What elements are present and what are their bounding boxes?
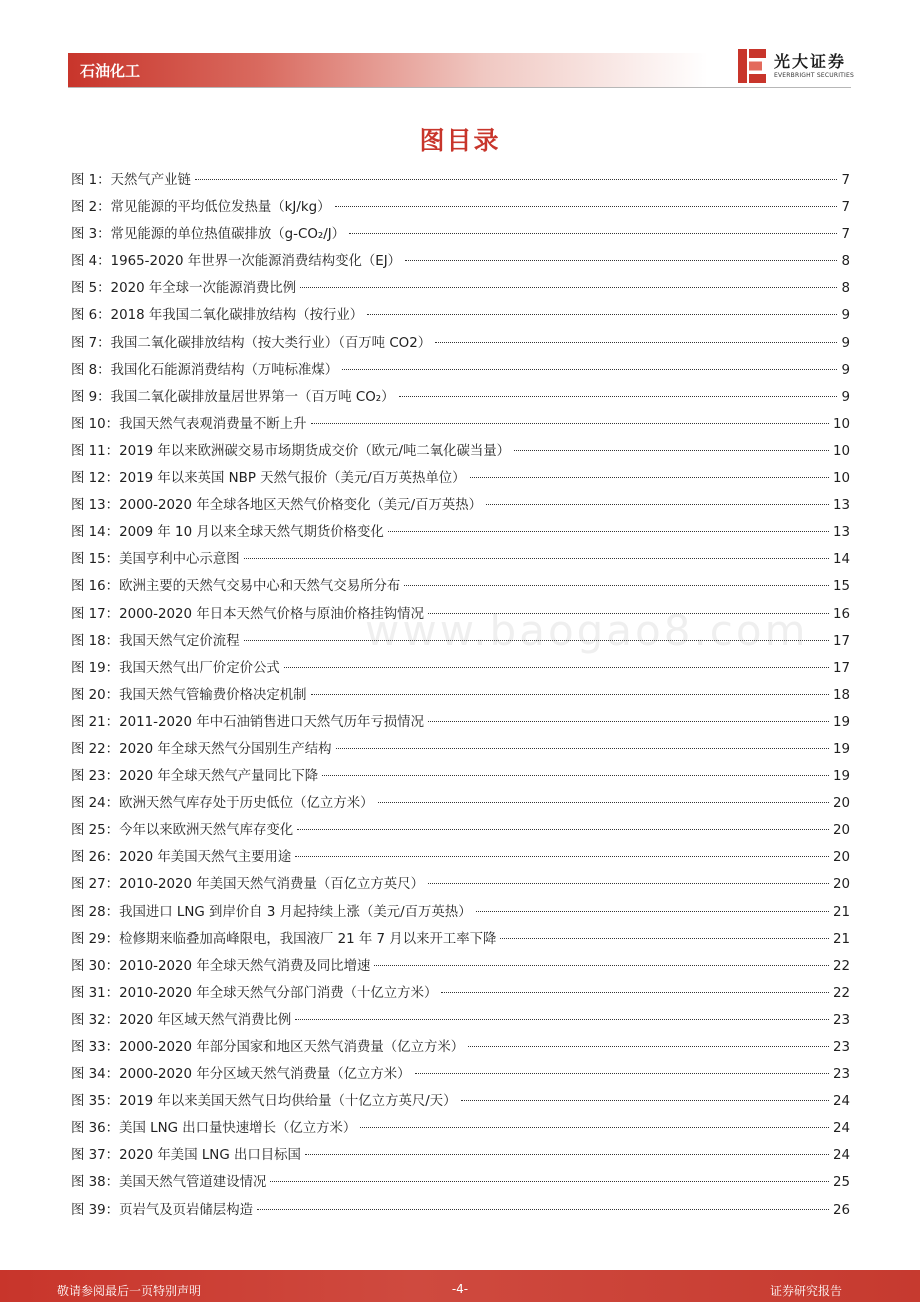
toc-leader-dots — [244, 640, 829, 641]
toc-entry[interactable] — [71, 573, 850, 600]
toc-entry-page: 9 — [841, 362, 850, 378]
toc-entry-label: 图 24：欧洲天然气库存处于历史低位（亿立方米） — [71, 796, 374, 812]
toc-entry-label: 图 28：我国进口 LNG 到岸价自 3 月起持续上涨（美元/百万英热） — [71, 904, 472, 920]
toc-entry[interactable] — [71, 1007, 850, 1034]
toc-entry-page: 19 — [832, 741, 850, 757]
toc-leader-dots — [388, 531, 829, 532]
toc-entry-label: 图 39：页岩气及页岩储层构造 — [71, 1202, 253, 1218]
logo-name: 光大证券 — [774, 52, 847, 71]
toc-entry-label: 图 10：我国天然气表观消费量不断上升 — [71, 416, 307, 432]
toc-entry[interactable] — [71, 384, 850, 411]
toc-entry-label: 图 22：2020 年全球天然气分国别生产结构 — [71, 741, 332, 757]
toc-leader-dots — [300, 287, 837, 288]
toc-entry[interactable] — [71, 275, 850, 302]
toc-leader-dots — [500, 938, 829, 939]
toc-leader-dots — [322, 775, 829, 776]
toc-entry-label: 图 4：1965-2020 年世界一次能源消费结构变化（EJ） — [71, 254, 402, 270]
toc-entry-label: 图 23：2020 年全球天然气产量同比下降 — [71, 769, 319, 785]
toc-leader-dots — [405, 260, 837, 261]
toc-entry-page: 10 — [832, 416, 850, 432]
toc-entry[interactable] — [71, 601, 850, 628]
toc-entry-page: 13 — [832, 498, 850, 514]
toc-entry[interactable] — [71, 709, 850, 736]
toc-leader-dots — [514, 450, 829, 451]
toc-entry[interactable] — [71, 330, 850, 357]
toc-entry-page: 26 — [832, 1202, 850, 1218]
toc-entry[interactable] — [71, 1142, 850, 1169]
toc-entry[interactable] — [71, 817, 850, 844]
toc-entry-page: 20 — [832, 877, 850, 893]
toc-entry-label: 图 17：2000-2020 年日本天然气价格与原油价格挂钩情况 — [71, 606, 424, 622]
toc-leader-dots — [336, 748, 829, 749]
toc-entry-page: 8 — [841, 254, 850, 270]
toc-entry[interactable] — [71, 357, 850, 384]
toc-leader-dots — [441, 992, 829, 993]
toc-leader-dots — [195, 179, 838, 180]
toc-entry-label: 图 25：今年以来欧洲天然气库存变化 — [71, 823, 294, 839]
toc-entry[interactable] — [71, 736, 850, 763]
toc-entry[interactable] — [71, 844, 850, 871]
toc-leader-dots — [399, 396, 838, 397]
toc-entry[interactable] — [71, 302, 850, 329]
toc-entry-label: 图 13：2000-2020 年全球各地区天然气价格变化（美元/百万英热） — [71, 498, 483, 514]
toc-entry[interactable] — [71, 682, 850, 709]
toc-leader-dots — [476, 911, 829, 912]
toc-entry-page: 24 — [832, 1148, 850, 1164]
toc-entry-label: 图 29：检修期来临叠加高峰限电，我国液厂 21 年 7 月以来开工率下降 — [71, 931, 497, 947]
toc-entry-page: 20 — [832, 823, 850, 839]
toc-entry-label: 图 36：美国 LNG 出口量快速增长（亿立方米） — [71, 1121, 357, 1137]
page-number: -4- — [451, 1282, 469, 1296]
logo-english-name: EVERBRIGHT SECURITIES — [774, 72, 854, 79]
toc-entry-page: 10 — [832, 443, 850, 459]
toc-leader-dots — [374, 965, 829, 966]
toc-entry-page: 23 — [832, 1067, 850, 1083]
toc-entry[interactable] — [71, 1115, 850, 1142]
toc-entry-page: 24 — [832, 1121, 850, 1137]
toc-leader-dots — [367, 314, 837, 315]
toc-entry-page: 15 — [832, 579, 850, 595]
toc-entry-page: 13 — [832, 525, 850, 541]
toc-entry-page: 9 — [841, 389, 850, 405]
header-divider — [68, 87, 851, 88]
toc-entry-label: 图 30：2010-2020 年全球天然气消费及同比增速 — [71, 958, 371, 974]
toc-entry-page: 20 — [832, 796, 850, 812]
toc-entry-label: 图 7：我国二氧化碳排放结构（按大类行业）（百万吨 CO2） — [71, 335, 432, 351]
toc-entry-page: 7 — [841, 200, 850, 216]
company-logo — [736, 47, 854, 85]
toc-leader-dots — [470, 477, 829, 478]
toc-entry[interactable] — [71, 628, 850, 655]
toc-entry-label: 图 37：2020 年美国 LNG 出口目标国 — [71, 1148, 301, 1164]
toc-entry-label: 图 11：2019 年以来欧洲碳交易市场期货成交价（欧元/吨二氧化碳当量） — [71, 443, 511, 459]
toc-entry-label: 图 1：天然气产业链 — [71, 173, 191, 188]
toc-entry-page: 17 — [832, 660, 850, 676]
toc-entry-page: 16 — [832, 606, 850, 622]
header-band — [68, 53, 708, 87]
toc-entry[interactable] — [71, 519, 850, 546]
toc-entry[interactable] — [71, 790, 850, 817]
toc-entry-page: 7 — [841, 173, 850, 188]
report-type: 证券研究报告 — [770, 1284, 843, 1298]
toc-entry[interactable] — [71, 167, 850, 194]
toc-entry-page: 9 — [841, 335, 850, 351]
toc-entry-label: 图 3：常见能源的单位热值碳排放（g-CO₂/J） — [71, 227, 346, 243]
toc-entry[interactable] — [71, 871, 850, 898]
toc-entry[interactable] — [71, 465, 850, 492]
toc-entry-page: 20 — [832, 850, 850, 866]
toc-entry[interactable] — [71, 248, 850, 275]
toc-leader-dots — [415, 1073, 829, 1074]
watermark: www.baogao8.com — [365, 606, 809, 655]
section-label: 石油化工 — [80, 62, 141, 80]
toc-entry-page: 23 — [832, 1012, 850, 1028]
toc-entry-label: 图 27：2010-2020 年美国天然气消费量（百亿立方英尺） — [71, 877, 424, 893]
toc-entry-label: 图 2：常见能源的平均低位发热量（kJ/kg） — [71, 200, 331, 216]
toc-leader-dots — [404, 585, 829, 586]
toc-entry[interactable] — [71, 953, 850, 980]
toc-entry[interactable] — [71, 1197, 850, 1224]
toc-entry[interactable] — [71, 1034, 850, 1061]
toc-entry[interactable] — [71, 899, 850, 926]
everbright-logo-icon — [736, 47, 768, 85]
toc-leader-dots — [335, 206, 838, 207]
disclaimer-note: 敬请参阅最后一页特别声明 — [57, 1284, 202, 1298]
toc-entry-page: 10 — [832, 471, 850, 487]
toc-entry-label: 图 12：2019 年以来英国 NBP 天然气报价（美元/百万英热单位） — [71, 471, 466, 487]
toc-entry-label: 图 33：2000-2020 年部分国家和地区天然气消费量（亿立方米） — [71, 1040, 465, 1055]
toc-entry-page: 22 — [832, 985, 850, 1001]
toc-leader-dots — [244, 558, 829, 559]
toc-leader-dots — [461, 1100, 829, 1101]
toc-leader-dots — [428, 613, 829, 614]
toc-leader-dots — [311, 423, 829, 424]
toc-entry[interactable] — [71, 411, 850, 438]
toc-entry-label: 图 5：2020 年全球一次能源消费比例 — [71, 281, 297, 297]
toc-entry-page: 21 — [832, 904, 850, 920]
toc-leader-dots — [311, 694, 829, 695]
toc-leader-dots — [428, 883, 829, 884]
toc-entry-page: 22 — [832, 958, 850, 974]
toc-entry-page: 19 — [832, 714, 850, 730]
toc-entry-page: 8 — [841, 281, 850, 297]
toc-entry-page: 24 — [832, 1094, 850, 1110]
toc-entry-page: 7 — [841, 227, 850, 243]
toc-leader-dots — [295, 856, 829, 857]
toc-entry[interactable] — [71, 194, 850, 221]
toc-entry-label: 图 31：2010-2020 年全球天然气分部门消费（十亿立方米） — [71, 985, 438, 1001]
toc-leader-dots — [297, 829, 829, 830]
toc-entry[interactable] — [71, 1088, 850, 1115]
toc-entry-label: 图 8：我国化石能源消费结构（万吨标准煤） — [71, 362, 339, 378]
toc-entry-page: 14 — [832, 552, 850, 568]
toc-entry-label: 图 9：我国二氧化碳排放量居世界第一（百万吨 CO₂） — [71, 389, 395, 405]
toc-entry-label: 图 32：2020 年区域天然气消费比例 — [71, 1012, 292, 1028]
toc-entry-label: 图 34：2000-2020 年分区域天然气消费量（亿立方米） — [71, 1067, 411, 1083]
toc-entry-label: 图 19：我国天然气出厂价定价公式 — [71, 660, 280, 676]
toc-entry-label: 图 21：2011-2020 年中石油销售进口天然气历年亏损情况 — [71, 714, 424, 730]
toc-entry[interactable] — [71, 980, 850, 1007]
toc-entry-label: 图 35：2019 年以来美国天然气日均供给量（十亿立方英尺/天） — [71, 1094, 457, 1110]
toc-leader-dots — [257, 1209, 829, 1210]
page-title: 图目录 — [419, 126, 501, 155]
toc-leader-dots — [342, 369, 837, 370]
toc-leader-dots — [378, 802, 829, 803]
toc-entry-label: 图 15：美国亨利中心示意图 — [71, 552, 240, 568]
toc-entry-label: 图 6：2018 年我国二氧化碳排放结构（按行业） — [71, 308, 364, 324]
toc-entry[interactable] — [71, 438, 850, 465]
toc-leader-dots — [284, 667, 829, 668]
toc-entry-page: 17 — [832, 633, 850, 649]
toc-entry-label: 图 38：美国天然气管道建设情况 — [71, 1175, 267, 1191]
toc-entry-page: 18 — [832, 687, 850, 703]
toc-leader-dots — [468, 1046, 829, 1047]
toc-entry-label: 图 20：我国天然气管输费价格决定机制 — [71, 687, 307, 703]
toc-entry[interactable] — [71, 926, 850, 953]
toc-leader-dots — [295, 1019, 829, 1020]
toc-leader-dots — [270, 1181, 829, 1182]
toc-entry[interactable] — [71, 1061, 850, 1088]
toc-entry-label: 图 26：2020 年美国天然气主要用途 — [71, 850, 292, 866]
toc-leader-dots — [428, 721, 829, 722]
toc-entry[interactable] — [71, 1169, 850, 1196]
toc-entry-page: 19 — [832, 769, 850, 785]
toc-entry-label: 图 14：2009 年 10 月以来全球天然气期货价格变化 — [71, 525, 384, 541]
toc-entry-page: 9 — [841, 308, 850, 324]
toc-leader-dots — [305, 1154, 829, 1155]
toc-entry-page: 25 — [832, 1175, 850, 1191]
toc-leader-dots — [349, 233, 837, 234]
toc-entry-label: 图 16：欧洲主要的天然气交易中心和天然气交易所分布 — [71, 579, 401, 595]
toc-entry[interactable] — [71, 546, 850, 573]
toc-entry[interactable] — [71, 221, 850, 248]
figure-list — [71, 167, 850, 1224]
toc-leader-dots — [435, 342, 837, 343]
toc-entry-page: 21 — [832, 931, 850, 947]
toc-entry[interactable] — [71, 763, 850, 790]
toc-entry-page: 23 — [832, 1040, 850, 1055]
toc-leader-dots — [486, 504, 829, 505]
toc-entry[interactable] — [71, 492, 850, 519]
toc-entry[interactable] — [71, 655, 850, 682]
toc-entry-label: 图 18：我国天然气定价流程 — [71, 633, 240, 649]
toc-leader-dots — [360, 1127, 829, 1128]
